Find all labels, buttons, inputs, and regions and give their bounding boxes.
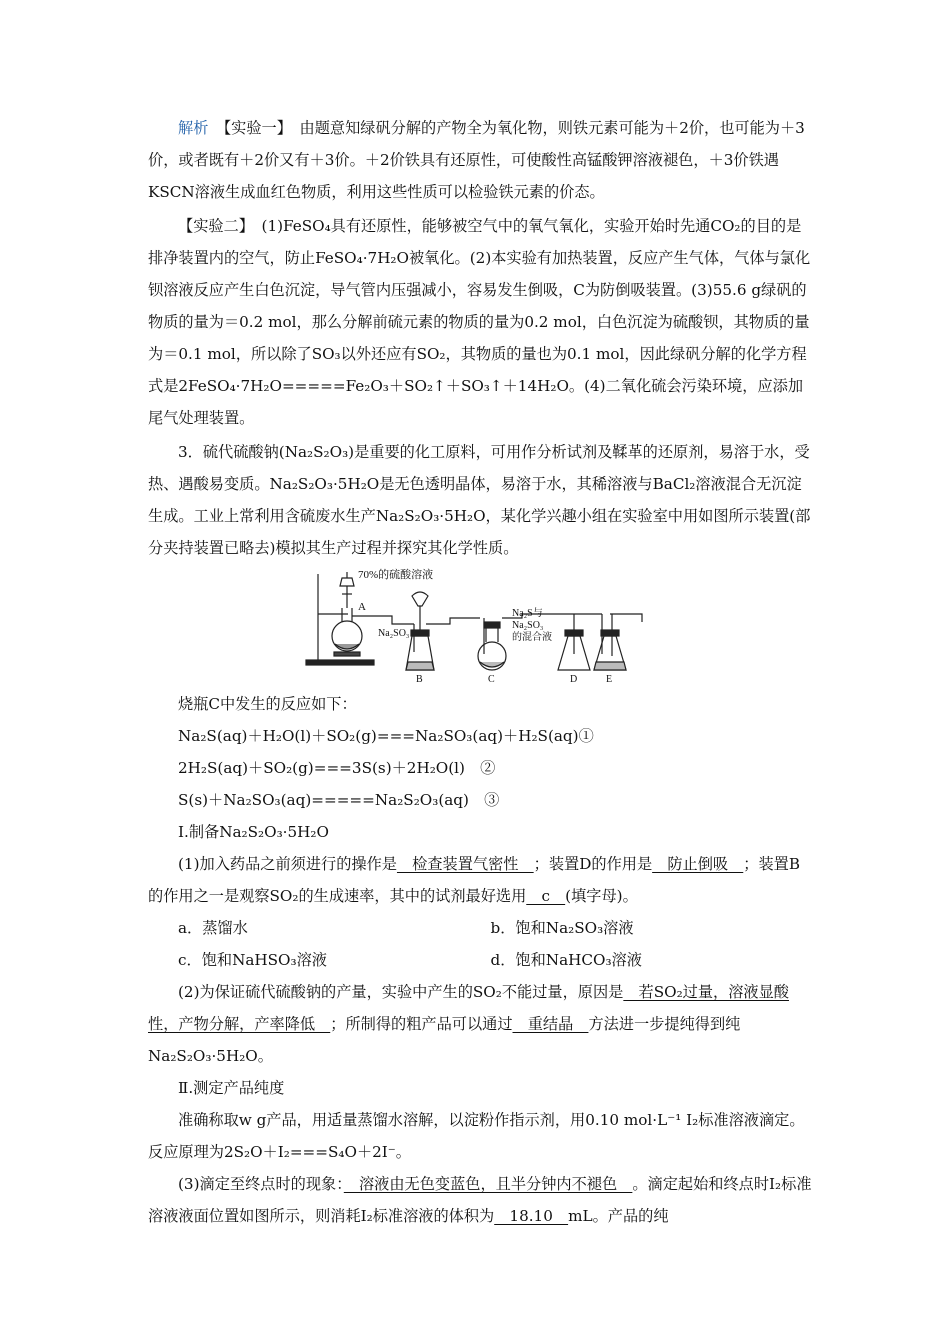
experiment-two-paragraph: 【实验二】 (1)FeSO₄具有还原性，能够被空气中的氧气氧化，实验开始时先通CO₂的目的是排净装置内的空气，防止FeSO₄·7H₂O被氧化。(2)本实验有加热装置，反应产生气体，气体与氯化钡溶液反应产生白色沉淀，导气管内压强减小，容易发生倒吸，C为防倒吸装置。(3)55.6 g绿矾的物质的量为＝0.2 mol，那么分解前硫元素的物质的量为0.2 mol，白色沉淀为硫酸钡，其物质的量为＝0.1 mol，所以除了SO₃以外还应有SO₂，其物质的量也为0.1 mol，因此绿矾分解的化学方程式是2FeSO₄·7H₂O=====Fe₂O₃＋SO₂↑＋SO₃↑＋14H₂O。(4)二氧化硫会污染环境，应添加尾气处理装置。 bbox=[148, 217, 811, 427]
q1-answer-1: 检查装置气密性 bbox=[396, 855, 534, 873]
question-3-stem: 3．硫代硫酸钠(Na₂S₂O₃)是重要的化工原料，可用作分析试剂及鞣革的还原剂，易溶于水，受热、遇酸易变质。Na₂S₂O₃·5H₂O是无色透明晶体，易溶于水，其稀溶液与BaCl₂溶液混合无沉淀生成。工业上常利用含硫废水生产Na₂S₂O₃·5H₂O，某化学兴趣小组在实验室中用如图所示装置(部分夹持装置已略去)模拟其生产过程并探究其化学性质。 bbox=[148, 443, 811, 557]
analysis-head: 【实验一】 bbox=[223, 119, 285, 137]
equation-1: Na₂S(aq)＋H₂O(l)＋SO₂(g)===Na₂SO₃(aq)＋H₂S(aq)① bbox=[178, 727, 594, 745]
q3-text-a: (3)滴定至终点时的现象： bbox=[178, 1175, 344, 1193]
option-c: c．饱和NaHSO₃溶液 bbox=[178, 951, 327, 969]
q2-text-a: (2)为保证硫代硫酸钠的产量，实验中产生的SO₂不能过量，原因是 bbox=[178, 983, 624, 1001]
question-3 bbox=[148, 1168, 813, 1232]
option-a: a．蒸馏水 bbox=[178, 919, 248, 937]
q2-answer-1: 若SO₂过量，溶液显酸性，产物分解，产率降低 bbox=[148, 983, 789, 1033]
label-e: E bbox=[606, 674, 613, 684]
section-heading-1: Ⅰ.制备Na₂S₂O₃·5H₂O bbox=[178, 823, 329, 841]
document-page bbox=[148, 112, 813, 1232]
label-mix-line3: 的混合液 bbox=[512, 632, 552, 643]
section-heading-2: Ⅱ.测定产品纯度 bbox=[178, 1079, 285, 1097]
q3-answer-1: 溶液由无色变蓝色，且半分钟内不褪色 bbox=[343, 1175, 633, 1193]
q1-text-d: (填字母)。 bbox=[565, 887, 638, 905]
option-d: d．饱和NaHCO₃溶液 bbox=[490, 951, 642, 969]
q1-text-b: ；装置D的作用是 bbox=[533, 855, 653, 873]
q2-text-c: 方法进一步提纯得到纯Na₂S₂O₃·5H₂O。 bbox=[148, 1015, 741, 1065]
apparatus-diagram bbox=[302, 566, 662, 684]
label-b: B bbox=[416, 674, 423, 684]
question-1 bbox=[148, 848, 813, 912]
question-2 bbox=[148, 976, 813, 1072]
q3-answer-2: 18.10 bbox=[494, 1207, 569, 1225]
analysis-text: 由题意知绿矾分解的产物全为氧化物，则铁元素可能为＋2价，也可能为＋3价，或者既有＋2价又有＋3价。＋2价铁具有还原性，可使酸性高锰酸钾溶液褪色，＋3价铁遇KSCN溶液生成血红色物质，利用这些性质可以检验铁元素的价态。 bbox=[148, 119, 805, 201]
label-a: A bbox=[358, 601, 366, 613]
q2-text-b: ；所制得的粗产品可以通过 bbox=[330, 1015, 513, 1033]
reaction-intro: 烧瓶C中发生的反应如下： bbox=[178, 695, 357, 713]
q3-text-c: mL。产品的纯 bbox=[568, 1207, 669, 1225]
equation-2: 2H₂S(aq)＋SO₂(g)===3S(s)＋2H₂O(l) ② bbox=[178, 759, 496, 777]
label-c: C bbox=[488, 674, 495, 684]
equation-3: S(s)＋Na₂SO₃(aq)=====Na₂S₂O₃(aq) ③ bbox=[178, 791, 500, 809]
options-row-1 bbox=[148, 912, 813, 944]
q3-text-b: 。滴定起始和终点时I₂标准溶液液面位置如图所示，则消耗I₂标准溶液的体积为 bbox=[148, 1175, 812, 1225]
analysis-paragraph bbox=[148, 112, 813, 208]
analysis-tag: 解析 bbox=[178, 119, 209, 137]
q2-answer-2: 重结晶 bbox=[512, 1015, 589, 1033]
q1-text-a: (1)加入药品之前须进行的操作是 bbox=[178, 855, 397, 873]
q1-answer-2: 防止倒吸 bbox=[652, 855, 744, 873]
options-row-2 bbox=[148, 944, 813, 976]
label-mix-line2: Na₂SO₃ bbox=[512, 620, 544, 631]
label-na2so3: Na₂SO₃ bbox=[378, 628, 410, 639]
label-acid: 70%的硫酸溶液 bbox=[358, 569, 434, 581]
label-d: D bbox=[570, 674, 578, 684]
label-mix-line1: Na₂S与 bbox=[512, 608, 543, 619]
apparatus-figure bbox=[148, 566, 813, 684]
q1-text-c: ；装置B的作用之一是观察SO₂的生成速率，其中的试剂最好选用 bbox=[148, 855, 800, 905]
option-b: b．饱和Na₂SO₃溶液 bbox=[490, 919, 634, 937]
q1-answer-3: c bbox=[526, 887, 566, 905]
titration-paragraph: 准确称取w g产品，用适量蒸馏水溶解，以淀粉作指示剂，用0.10 mol·L⁻¹ I₂标准溶液滴定。反应原理为2S₂O＋I₂===S₄O＋2I⁻。 bbox=[148, 1111, 805, 1161]
